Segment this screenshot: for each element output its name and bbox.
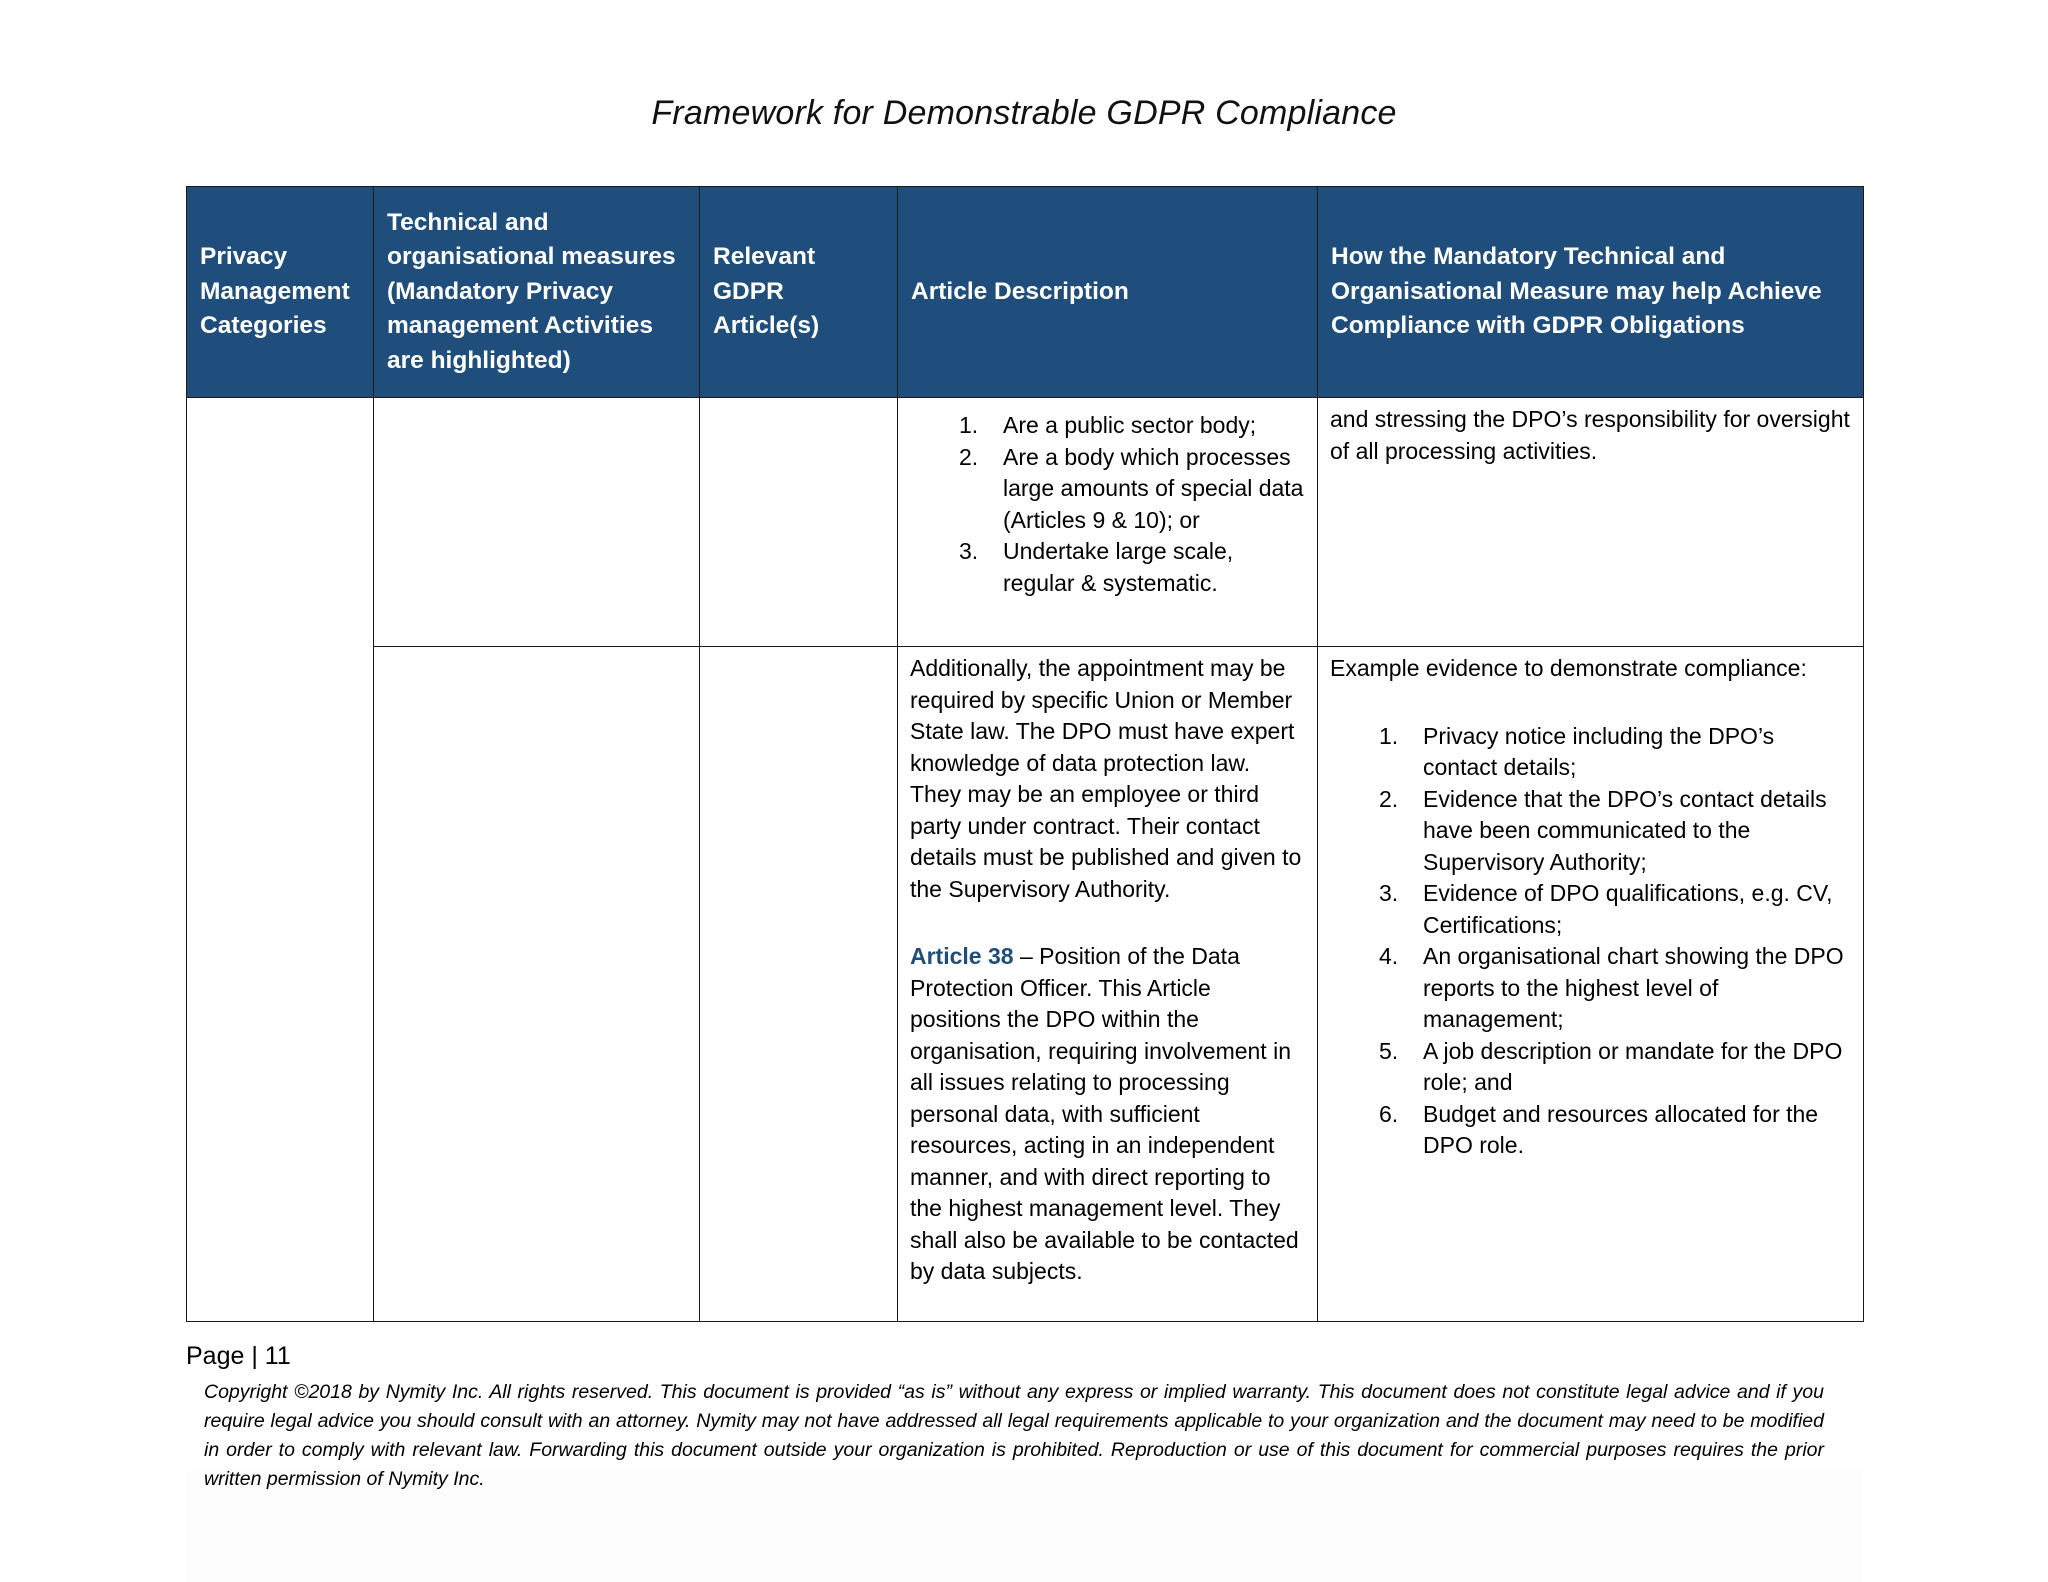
- table-header-row: [187, 187, 1864, 398]
- compliance-text: and stressing the DPO’s responsibility for oversight of all processing activities.: [1330, 406, 1850, 464]
- list-text: Privacy notice including the DPO’s contact details;: [1423, 722, 1775, 780]
- measures-cell: [374, 647, 700, 1322]
- list-text: An organisational chart showing the DPO reports to the highest level of management;: [1423, 943, 1844, 1032]
- description-list: [910, 410, 1305, 599]
- list-number: 3.: [1379, 880, 1399, 906]
- description-cell: [898, 398, 1318, 647]
- list-item: [910, 442, 1305, 537]
- paragraph-spacer: [910, 905, 1305, 941]
- compliance-table: [186, 186, 1864, 1322]
- list-text: Are a public sector body;: [1003, 412, 1257, 438]
- copyright-notice: Copyright ©2018 by Nymity Inc. All rights reserved. This document is provided “as is” without any express or implied warranty. This document does not constitute legal advice and if you require legal advice you should consult with an attorney. Nymity may not have addressed all legal requirements applicable to your organization and the document may need to be modified in order to comply with relevant law. Forwarding this document outside your organization is prohibited. Reproduction or use of this document for commercial purposes requires the prior written permission of Nymity Inc.: [204, 1381, 1824, 1490]
- description-paragraph: Additionally, the appointment may be required by specific Union or Member State law. The DPO must have expert knowledge of data protection law. They may be an employee or third party under contract. Their contact details must be published and given to the Supervisory Authority.: [910, 655, 1302, 902]
- compliance-cell: [1318, 398, 1864, 647]
- list-item: [1330, 941, 1851, 1036]
- evidence-intro: Example evidence to demonstrate compliance:: [1330, 655, 1807, 681]
- article-38-paragraph: [910, 941, 1305, 1288]
- list-number: 2.: [959, 443, 979, 470]
- header-article-description: Article Description: [898, 187, 1318, 398]
- article-reference: Article 38: [910, 943, 1014, 969]
- header-privacy-categories: Privacy Management Categories: [187, 187, 374, 398]
- table-row: [187, 398, 1864, 647]
- list-item: [910, 536, 1305, 599]
- header-compliance-help: How the Mandatory Technical and Organisational Measure may help Achieve Compliance with GDPR Obligations: [1318, 187, 1864, 398]
- list-text: Are a body which processes large amounts of special data (Articles 9 & 10); or: [1003, 443, 1304, 533]
- page-number: Page | 11: [186, 1342, 291, 1370]
- list-text: Evidence that the DPO’s contact details have been communicated to the Supervisory Authority;: [1423, 785, 1827, 875]
- list-text: Evidence of DPO qualifications, e.g. CV, Certifications;: [1423, 880, 1833, 938]
- evidence-list: [1330, 721, 1851, 1162]
- list-number: 5.: [1379, 1037, 1399, 1064]
- list-number: 6.: [1379, 1100, 1399, 1127]
- list-text: A job description or mandate for the DPO role; and: [1423, 1037, 1843, 1095]
- list-item: [1330, 1036, 1851, 1099]
- list-number: 1.: [1379, 722, 1399, 749]
- list-number: 4.: [1379, 943, 1399, 969]
- description-cell: [898, 647, 1318, 1322]
- articles-cell: [700, 398, 898, 647]
- list-number: 1.: [959, 412, 979, 438]
- list-text: Undertake large scale, regular & systematic.: [1003, 538, 1234, 596]
- list-item: [1330, 784, 1851, 879]
- list-text: Budget and resources allocated for the DPO role.: [1423, 1100, 1819, 1158]
- list-number: 2.: [1379, 785, 1399, 812]
- compliance-cell: [1318, 647, 1864, 1322]
- header-technical-measures: Technical and organisational measures (Mandatory Privacy management Activities are highlighted): [374, 187, 700, 398]
- list-number: 3.: [959, 538, 979, 564]
- list-item: [1330, 1099, 1851, 1162]
- article-description: – Position of the Data Protection Officer. This Article positions the DPO within the organisation, requiring involvement in all issues relating to processing personal data, with sufficient resources, acting in an independent manner, and with direct reporting to the highest management level. They shall also be available to be contacted by data subjects.: [910, 943, 1299, 1284]
- list-item: [1330, 721, 1851, 784]
- category-cell: [187, 398, 374, 1322]
- header-gdpr-articles: Relevant GDPR Article(s): [700, 187, 898, 398]
- measures-cell: [374, 398, 700, 647]
- table-row: [187, 647, 1864, 1322]
- list-item: [910, 410, 1305, 442]
- document-title: Framework for Demonstrable GDPR Compliance: [651, 94, 1397, 132]
- articles-cell: [700, 647, 898, 1322]
- list-item: [1330, 878, 1851, 941]
